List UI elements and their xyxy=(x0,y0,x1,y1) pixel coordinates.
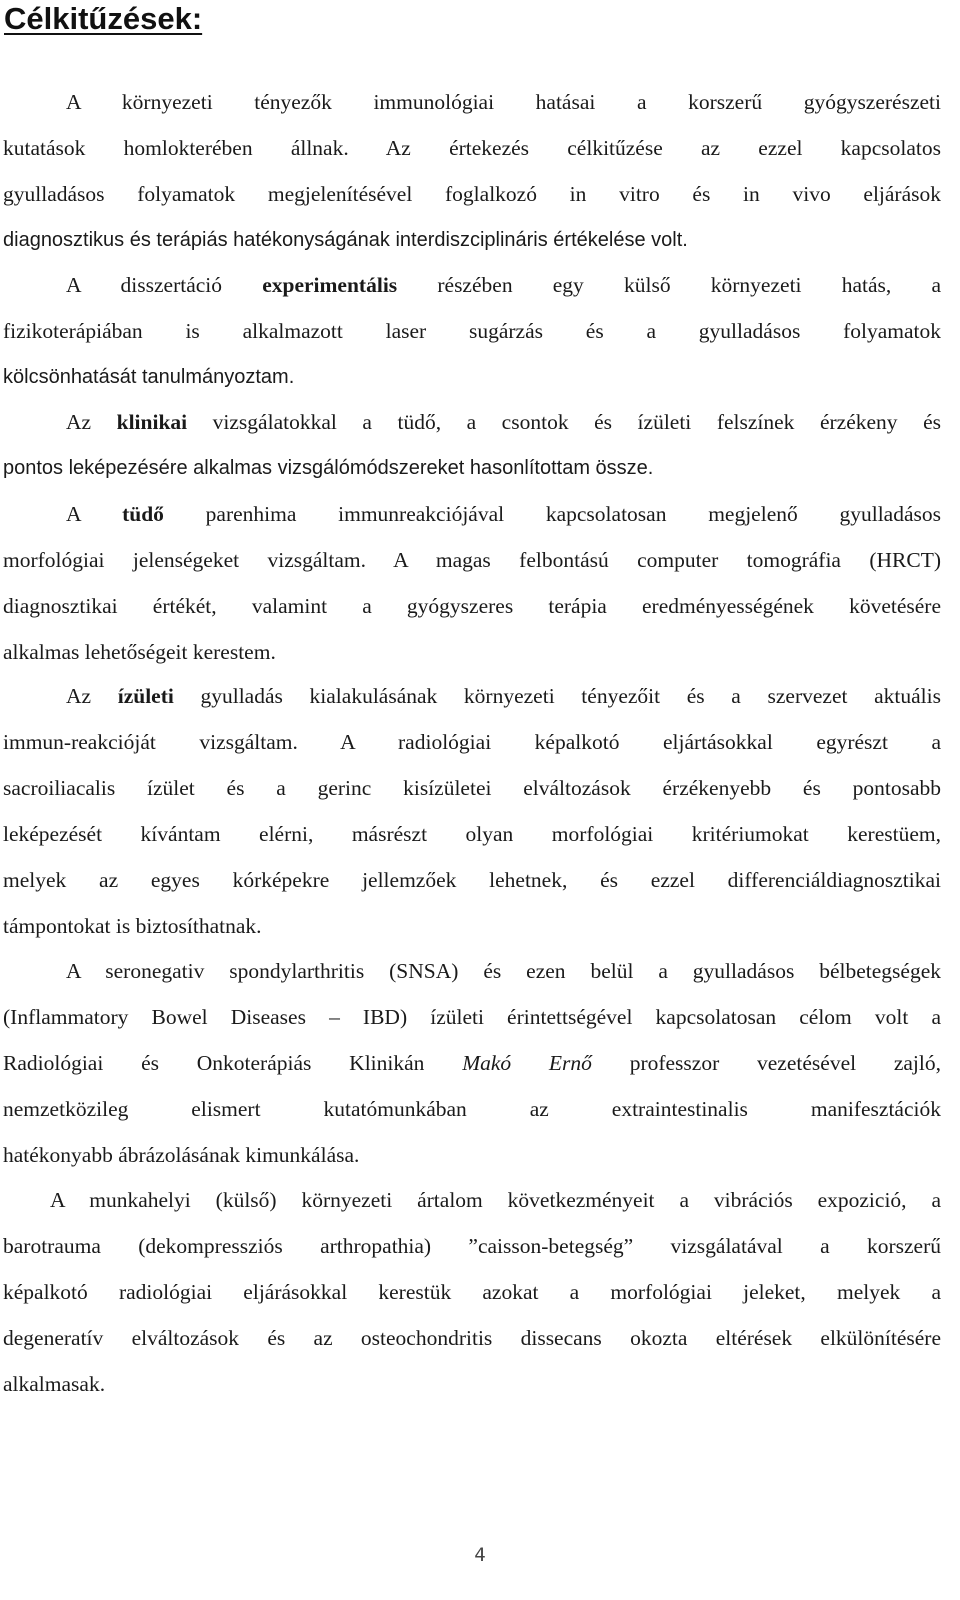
paragraph-intro xyxy=(3,79,941,263)
text-line: A környezeti tényezők immunológiai hatásai a korszerű gyógyszerészeti xyxy=(66,90,941,114)
text-line: Az klinikai vizsgálatokkal a tüdő, a csontok és ízületi felszínek érzékeny és xyxy=(66,410,941,434)
text-line: melyek az egyes kórképekre jellemzőek lehetnek, és ezzel differenciáldiagnosztikai xyxy=(3,868,941,892)
paragraph-clinical xyxy=(3,399,941,491)
emphasis-experimental: experimentális xyxy=(262,273,398,297)
text-line: diagnosztikus és terápiás hatékonyságának interdiszciplináris értékelése volt. xyxy=(3,229,688,251)
text-line: diagnosztikai értékét, valamint a gyógyszeres terápia eredményességének követésére xyxy=(3,594,941,618)
emphasis-joint: ízületi xyxy=(117,684,174,708)
text-line: degeneratív elváltozások és az osteochondritis dissecans okozta eltérések elkülönítésére xyxy=(3,1326,941,1350)
text-line: (Inflammatory Bowel Diseases – IBD) ízületi érintettségével kapcsolatosan célom volt a xyxy=(3,1005,941,1029)
text-line: kutatások homlokterében állnak. Az értekezés célkitűzése az ezzel kapcsolatos xyxy=(3,136,941,160)
text-line: fizikoterápiában is alkalmazott laser sugárzás és a gyulladásos folyamatok xyxy=(3,319,941,343)
text-line: A tüdő parenhima immunreakciójával kapcsolatosan megjelenő gyulladásos xyxy=(66,502,941,526)
text-line: képalkotó radiológiai eljárásokkal kerestük azokat a morfológiai jeleket, melyek a xyxy=(3,1280,941,1304)
text-line: A seronegativ spondylarthritis (SNSA) és ezen belül a gyulladásos bélbetegségek xyxy=(66,959,941,983)
emphasis-clinical: klinikai xyxy=(116,410,188,434)
text-line: morfológiai jelenségeket vizsgáltam. A magas felbontású computer tomográfia (HRCT) xyxy=(3,548,941,572)
page-number: 4 xyxy=(474,1544,486,1566)
text-line: Az ízületi gyulladás kialakulásának környezeti tényezőit és a szervezet aktuális xyxy=(66,684,941,708)
text-line: immun-reakcióját vizsgáltam. A radiológiai képalkotó eljártásokkal egyrészt a xyxy=(3,730,941,754)
paragraph-snsa xyxy=(3,948,941,1178)
text-line: alkalmasak. xyxy=(3,1372,106,1396)
text-line: hatékonyabb ábrázolásának kimunkálása. xyxy=(3,1143,360,1167)
professor-name: Makó Ernő xyxy=(462,1051,592,1075)
text-line: kölcsönhatását tanulmányoztam. xyxy=(3,366,295,388)
text-line: nemzetközileg elismert kutatómunkában az extraintestinalis manifesztációk xyxy=(3,1097,941,1121)
text-line: alkalmas lehetőségeit kerestem. xyxy=(3,640,276,664)
text-line: sacroiliacalis ízület és a gerinc kisízületei elváltozások érzékenyebb és pontosabb xyxy=(3,776,941,800)
text-line: gyulladásos folyamatok megjelenítésével foglalkozó in vitro és in vivo eljárások xyxy=(3,182,941,206)
paragraph-lung xyxy=(3,491,941,675)
paragraph-experimental xyxy=(3,262,941,400)
emphasis-lung: tüdő xyxy=(122,502,164,526)
text-line: leképezését kívántam elérni, másrészt olyan morfológiai kritériumokat kerestüem, xyxy=(3,822,941,846)
text-line: A disszertáció experimentális részében egy külső környezeti hatás, a xyxy=(66,273,941,297)
text-line: barotrauma (dekompressziós arthropathia) ”caisson-betegség” vizsgálatával a korszerű xyxy=(3,1234,941,1258)
text-line: támpontokat is biztosíthatnak. xyxy=(3,914,262,938)
text-line: pontos leképezésére alkalmas vizsgálómódszereket hasonlítottam össze. xyxy=(3,457,654,479)
paragraph-joint xyxy=(3,673,941,949)
section-heading: Célkitűzések: xyxy=(4,1,203,36)
text-line: A munkahelyi (külső) környezeti ártalom következményeit a vibrációs expozició, a xyxy=(50,1188,941,1212)
paragraph-occupational xyxy=(3,1177,941,1407)
text-line: Radiológiai és Onkoterápiás Klinikán Makó Ernő professzor vezetésével zajló, xyxy=(3,1051,942,1075)
